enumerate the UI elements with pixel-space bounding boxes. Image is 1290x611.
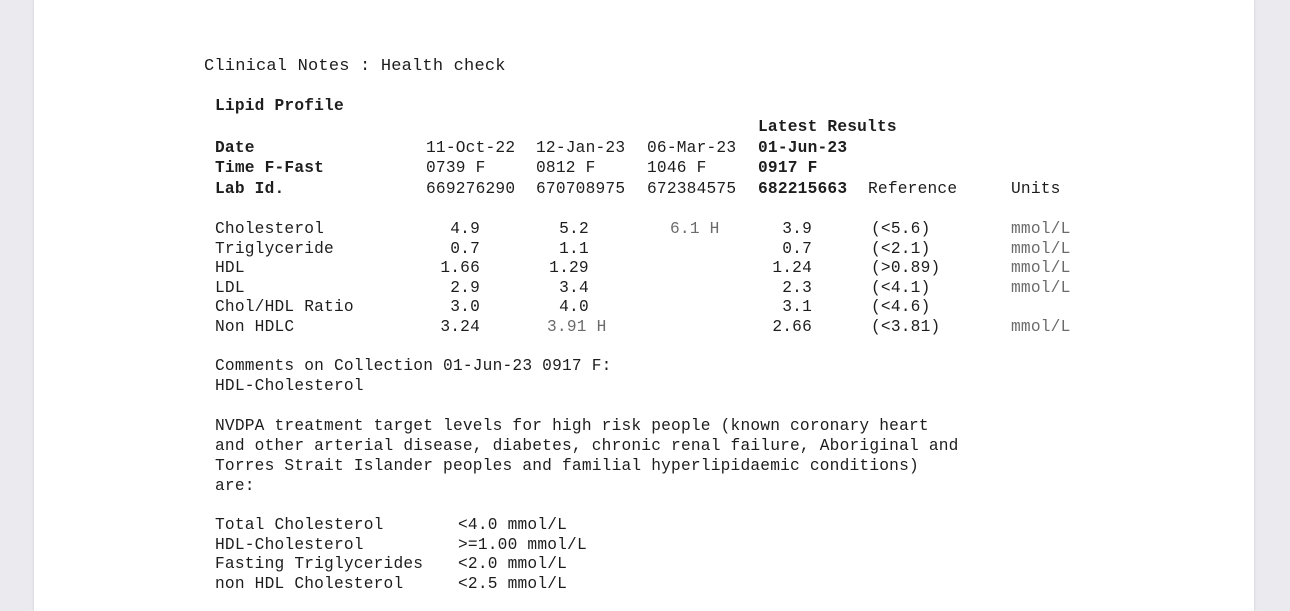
row-value: 0.7 bbox=[782, 240, 812, 258]
col3-time: 1046 F bbox=[647, 159, 707, 177]
row-value: 2.3 bbox=[782, 279, 812, 297]
row-units: mmol/L bbox=[1011, 259, 1071, 277]
col1-lab-id: 669276290 bbox=[426, 180, 516, 198]
target-value: <4.0 mmol/L bbox=[458, 516, 568, 534]
row-value: 3.9 bbox=[782, 220, 812, 238]
row-value: 4.0 bbox=[559, 298, 589, 316]
row-reference: (<4.6) bbox=[871, 298, 931, 316]
row-reference: (<3.81) bbox=[871, 318, 941, 336]
row-value: 3.91 H bbox=[547, 318, 607, 336]
row-value: 1.29 bbox=[549, 259, 589, 277]
target-name: Fasting Triglycerides bbox=[215, 555, 424, 573]
col2-lab-id: 670708975 bbox=[536, 180, 626, 198]
row-name: Chol/HDL Ratio bbox=[215, 298, 354, 316]
row-value: 4.9 bbox=[450, 220, 480, 238]
row-reference: (<5.6) bbox=[871, 220, 931, 238]
col1-time: 0739 F bbox=[426, 159, 486, 177]
target-value: >=1.00 mmol/L bbox=[458, 536, 587, 554]
row-reference: (<2.1) bbox=[871, 240, 931, 258]
col4-time: 0917 F bbox=[758, 159, 818, 177]
lab-id-label: Lab Id. bbox=[215, 180, 285, 198]
time-label: Time F-Fast bbox=[215, 159, 325, 177]
row-value: 1.1 bbox=[559, 240, 589, 258]
nvdpa-line: are: bbox=[215, 477, 255, 495]
row-name: Cholesterol bbox=[215, 220, 325, 238]
row-reference: (<4.1) bbox=[871, 279, 931, 297]
row-value: 3.24 bbox=[440, 318, 480, 336]
row-reference: (>0.89) bbox=[871, 259, 941, 277]
row-value: 2.66 bbox=[772, 318, 812, 336]
col2-time: 0812 F bbox=[536, 159, 596, 177]
target-name: HDL-Cholesterol bbox=[215, 536, 364, 554]
row-value: 6.1 H bbox=[670, 220, 720, 238]
target-value: <2.5 mmol/L bbox=[458, 575, 568, 593]
col3-lab-id: 672384575 bbox=[647, 180, 737, 198]
row-value: 1.24 bbox=[772, 259, 812, 277]
document-page bbox=[34, 0, 1254, 611]
col2-date: 12-Jan-23 bbox=[536, 139, 626, 157]
target-name: Total Cholesterol bbox=[215, 516, 384, 534]
row-value: 2.9 bbox=[450, 279, 480, 297]
latest-results-label: Latest Results bbox=[758, 118, 897, 136]
nvdpa-line: NVDPA treatment target levels for high risk people (known coronary heart bbox=[215, 417, 929, 435]
col4-date: 01-Jun-23 bbox=[758, 139, 848, 157]
row-units: mmol/L bbox=[1011, 240, 1071, 258]
col1-date: 11-Oct-22 bbox=[426, 139, 516, 157]
row-name: Non HDLC bbox=[215, 318, 295, 336]
nvdpa-line: Torres Strait Islander peoples and familial hyperlipidaemic conditions) bbox=[215, 457, 919, 475]
row-value: 0.7 bbox=[450, 240, 480, 258]
comments-subheading: HDL-Cholesterol bbox=[215, 377, 364, 395]
clinical-notes-heading: Clinical Notes : Health check bbox=[204, 57, 506, 76]
row-value: 3.0 bbox=[450, 298, 480, 316]
units-header: Units bbox=[1011, 180, 1061, 198]
row-units: mmol/L bbox=[1011, 279, 1071, 297]
row-name: Triglyceride bbox=[215, 240, 334, 258]
row-value: 3.1 bbox=[782, 298, 812, 316]
row-value: 5.2 bbox=[559, 220, 589, 238]
row-units: mmol/L bbox=[1011, 318, 1071, 336]
col4-lab-id: 682215663 bbox=[758, 180, 848, 198]
row-units: mmol/L bbox=[1011, 220, 1071, 238]
target-name: non HDL Cholesterol bbox=[215, 575, 404, 593]
comments-heading: Comments on Collection 01-Jun-23 0917 F: bbox=[215, 357, 612, 375]
row-value: 1.66 bbox=[440, 259, 480, 277]
row-value: 3.4 bbox=[559, 279, 589, 297]
col3-date: 06-Mar-23 bbox=[647, 139, 737, 157]
row-name: LDL bbox=[215, 279, 245, 297]
section-title: Lipid Profile bbox=[215, 97, 344, 115]
reference-header: Reference bbox=[868, 180, 958, 198]
nvdpa-line: and other arterial disease, diabetes, chronic renal failure, Aboriginal and bbox=[215, 437, 959, 455]
row-name: HDL bbox=[215, 259, 245, 277]
date-label: Date bbox=[215, 139, 255, 157]
target-value: <2.0 mmol/L bbox=[458, 555, 568, 573]
